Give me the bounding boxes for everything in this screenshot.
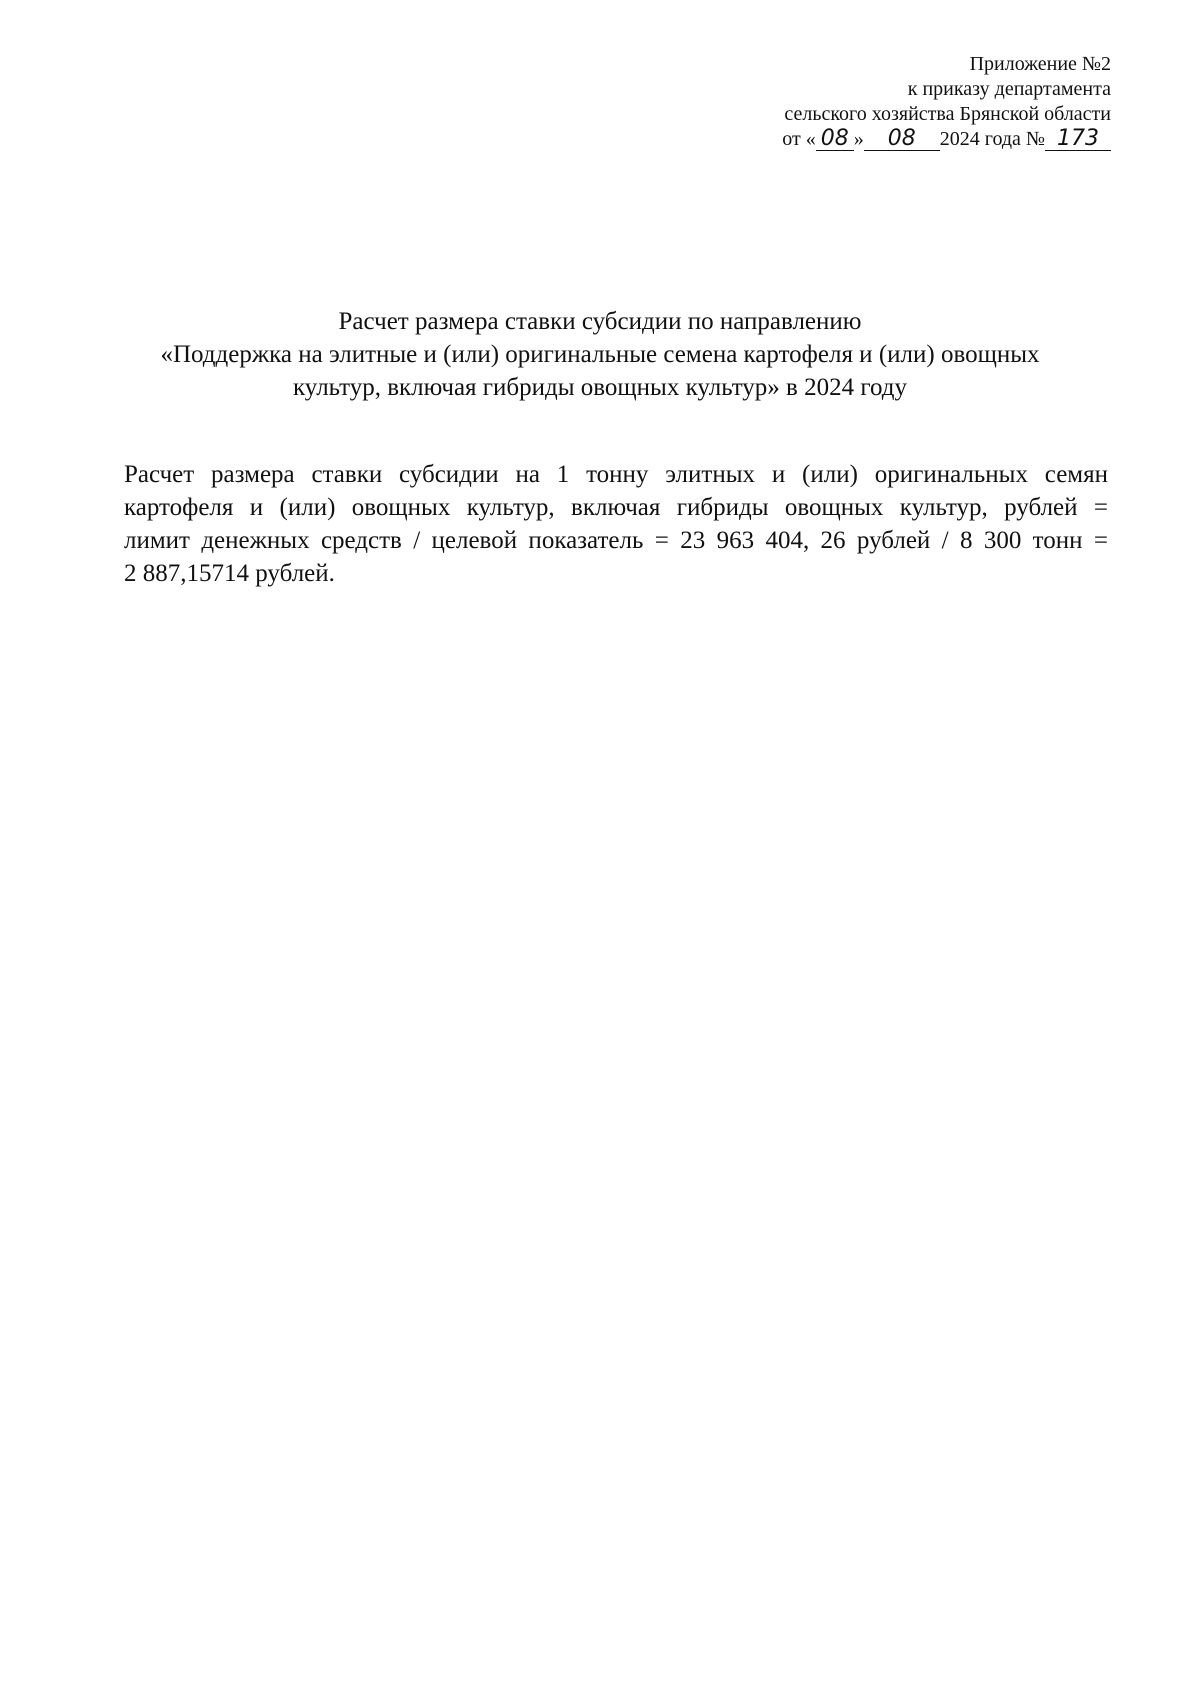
handwritten-month: 08 xyxy=(864,128,940,151)
annex-order-reference: к приказу департамента xyxy=(907,78,1111,100)
annex-header xyxy=(782,52,1111,152)
date-separator: » xyxy=(853,128,864,150)
handwritten-order-number: 173 xyxy=(1045,128,1111,151)
date-prefix: от « xyxy=(782,128,816,150)
paragraph-line-2: картофеля и (или) овощных культур, включая гибриды овощных культур, рублей = xyxy=(124,494,1108,521)
paragraph-line-1: Расчет размера ставки субсидии на 1 тонну элитных и (или) оригинальных семян xyxy=(124,461,1108,488)
title-line-2: «Поддержка на элитные и (или) оригинальные семена картофеля и (или) овощных xyxy=(160,341,1040,368)
title-line-3: культур, включая гибриды овощных культур» в 2024 году xyxy=(293,374,907,401)
date-year: 2024 года № xyxy=(939,128,1045,150)
title-line-1: Расчет размера ставки субсидии по направлению xyxy=(338,308,862,335)
annex-department: сельского хозяйства Брянской области xyxy=(784,103,1111,125)
paragraph-line-4: 2 887,15714 рублей. xyxy=(124,560,335,587)
annex-date-line xyxy=(782,127,1111,152)
calculation-paragraph xyxy=(124,458,1108,590)
handwritten-day: 08 xyxy=(816,128,854,151)
document-title xyxy=(120,305,1080,404)
paragraph-line-3: лимит денежных средств / целевой показатель = 23 963 404, 26 рублей / 8 300 тонн = xyxy=(124,527,1108,554)
annex-title: Приложение №2 xyxy=(969,53,1111,75)
